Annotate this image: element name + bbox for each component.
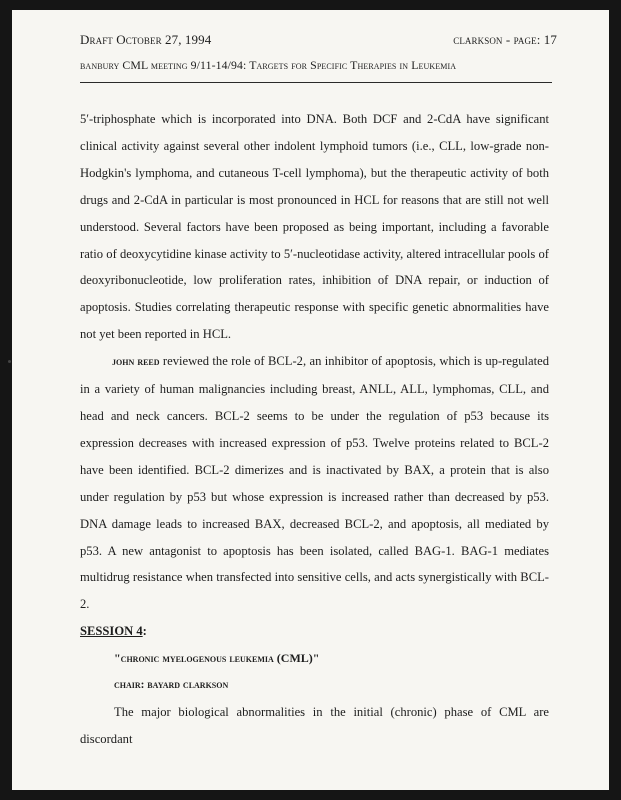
paragraph-cml-intro: The major biological abnormalities in the initial (chronic) phase of CML are discordant bbox=[80, 704, 549, 746]
header-page: clarkson - page: 17 bbox=[453, 32, 557, 47]
session-chair: chair: bayard clarkson bbox=[114, 679, 229, 692]
header-subtitle: banbury CML meeting 9/11-14/94: Targets for Specific Therapies in Leukemia bbox=[80, 58, 457, 72]
header-rule bbox=[80, 82, 552, 83]
document-page bbox=[12, 10, 609, 790]
body-text bbox=[80, 106, 549, 753]
speaker-name: john reed bbox=[112, 356, 160, 369]
paragraph-reed-text: reviewed the role of BCL-2, an inhibitor of apoptosis, which is up-regulated in a variety of human malignancies including breast, ANLL, ALL, lymphomas, CLL, and head and neck cancers. BCL-2 seems to be under the regulation of p53 because its expression decreases with increased expression of p53. Twelve proteins related to BCL-2 have been identified. BCL-2 dimerizes and is inactivated by BAX, a protein that is also under regulation by p53 but whose expression is increased rather than decreased by p53. DNA damage leads to increased BAX, decreased BCL-2, and apoptosis, all mediated by p53. A new antagonist to apoptosis has been isolated, called BAG-1. BAG-1 mediates multidrug resistance when transfected into sensitive cells, and acts synergistically with BCL-2. bbox=[80, 354, 549, 612]
paragraph-hcl: 5′-triphosphate which is incorporated into DNA. Both DCF and 2-CdA have significant clinical activity against several other indolent lymphoid tumors (i.e., CLL, low-grade non-Hodgkin's lymphoma, and cutaneous T-cell lymphoma), but the therapeutic activity of both drugs and 2-CdA in particular is most pronounced in HCL for reasons that are still not well understood. Several factors have been proposed as being important, including a favorable ratio of deoxycytidine kinase activity to 5′-nucleotidase activity, altered intracellular pools of deoxyribonucleotide, low proliferation rates, inhibition of DNA repair, or induction of apoptosis. Studies correlating therapeutic response with specific genetic abnormalities have not yet been reported in HCL. bbox=[80, 112, 549, 342]
session-title: "chronic myelogenous leukemia (CML)" bbox=[114, 651, 320, 666]
scan-mark bbox=[8, 360, 11, 363]
session-label: SESSION 4 bbox=[80, 624, 143, 639]
session-heading bbox=[80, 618, 549, 645]
session-colon: : bbox=[142, 624, 147, 639]
paragraph-reed bbox=[80, 348, 549, 618]
header-date: Draft October 27, 1994 bbox=[80, 32, 212, 47]
